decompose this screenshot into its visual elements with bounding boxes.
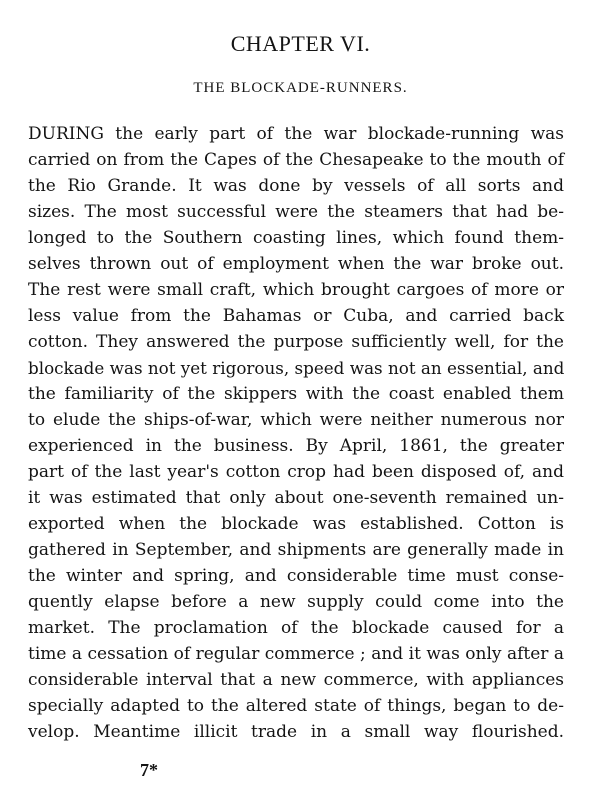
text-line: gathered in September, and shipments are generally made in (28, 540, 564, 560)
text-line: quently elapse before a new supply could come into the (28, 592, 564, 612)
text-line: velop. Meantime illicit trade in a small way flourished. (28, 722, 564, 742)
text-line: experienced in the business. By April, 1861, the greater (28, 436, 564, 456)
text-line: carried on from the Capes of the Chesapeake to the mouth of (28, 150, 564, 170)
text-line: The rest were small craft, which brought cargoes of more or (28, 280, 564, 300)
text-line: specially adapted to the altered state of things, began to de- (28, 696, 564, 716)
text-line: it was estimated that only about one-seventh remained un- (28, 488, 564, 508)
text-line: blockade was not yet rigorous, speed was not an essential, and (28, 358, 565, 378)
text-line: to elude the ships-of-war, which were neither numerous nor (28, 410, 564, 430)
body-paragraph (28, 121, 564, 745)
text-line: cotton. They answered the purpose sufficiently well, for the (28, 332, 564, 352)
text-line: time a cessation of regular commerce ; and it was only after a (28, 644, 564, 664)
signature-mark: 7* (140, 760, 158, 780)
text-line: part of the last year's cotton crop had been disposed of, and (28, 462, 564, 482)
text-line: exported when the blockade was established. Cotton is (28, 514, 564, 534)
text-line: selves thrown out of employment when the war broke out. (28, 254, 564, 274)
text-line: the Rio Grande. It was done by vessels of all sorts and (28, 176, 564, 196)
chapter-title: CHAPTER VI. (230, 31, 371, 56)
text-line: longed to the Southern coasting lines, which found them- (28, 228, 564, 248)
text-line: sizes. The most successful were the steamers that had be- (28, 202, 564, 222)
text-line: the familiarity of the skippers with the coast enabled them (28, 384, 564, 404)
text-line: less value from the Bahamas or Cuba, and carried back (28, 306, 564, 326)
text-line: DURING the early part of the war blockade-running was (28, 124, 564, 144)
text-line: considerable interval that a new commerce, with appliances (28, 670, 564, 690)
text-line: the winter and spring, and considerable time must conse- (28, 566, 564, 586)
section-title: THE BLOCKADE-RUNNERS. (193, 80, 408, 96)
text-line: market. The proclamation of the blockade caused for a (28, 618, 564, 638)
